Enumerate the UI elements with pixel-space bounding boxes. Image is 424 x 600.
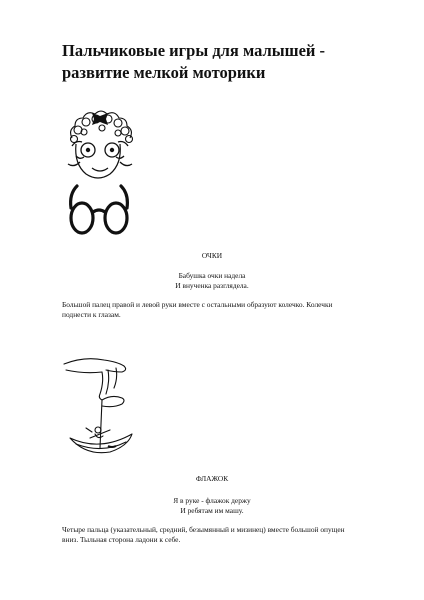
instruction-paragraph: Четыре пальца (указательный, средний, безымянный и мизинец) вместе большой опущен вниз. Тыльная сторона ладони к себе. [62,525,345,544]
grandmother-glasses-illustration [62,108,142,243]
verse-line: Бабушка очки надела [178,271,246,280]
page-title: Пальчиковые игры для малышей - развитие мелкой моторики [62,41,326,82]
section-heading: ОЧКИ [201,251,223,260]
verse-line: И ребятам им машу. [180,506,244,515]
verse-line: Я в руке - флажок держу [173,496,251,505]
verse-line: И внученка разглядела. [175,281,249,290]
instruction-paragraph: Большой палец правой и левой руки вместе с остальными образуют колечко. Колечки поднести к глазам. [62,300,333,319]
hand-flag-boat-illustration [62,352,142,464]
section-heading: ФЛАЖОК [195,474,229,483]
